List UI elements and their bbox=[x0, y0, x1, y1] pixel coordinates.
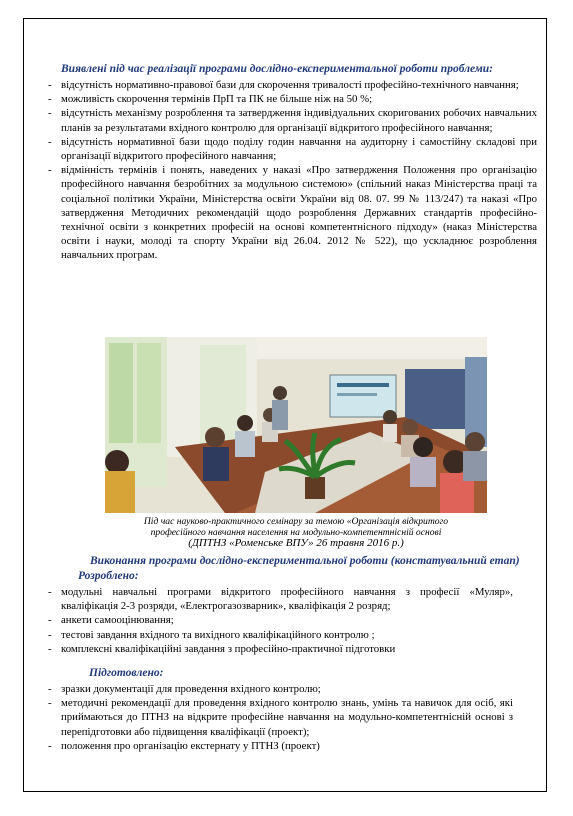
list-item: - можливість скорочення термінів ПрП та ПК не більше ніж на 50 %; bbox=[61, 92, 537, 106]
list-item: - анкети самооцінювання; bbox=[61, 613, 513, 627]
photo-caption-line2: професійного навчання населення на модульно-компетентнісній основі bbox=[150, 527, 442, 538]
execution-heading: Виконання програми дослідно-експериментальної роботи (констатувальний етап) bbox=[90, 555, 520, 567]
seminar-photo-illustration bbox=[105, 337, 487, 513]
list-item: - модульні навчальні програми відкритого професійного навчання з професії «Муляр», кваліфікація 2-3 розряди, «Електрогазозварник», кваліфікація 2 розряд; bbox=[61, 585, 513, 613]
problems-heading: Виявлені під час реалізації програми дослідно-експериментальної роботи проблеми: bbox=[61, 63, 493, 75]
list-item: - відсутність нормативно-правової бази для скорочення тривалості професійно-технічного навчання; bbox=[61, 78, 537, 92]
prepared-label: Підготовлено: bbox=[89, 667, 164, 679]
problems-list bbox=[61, 78, 537, 263]
list-item: - відсутність нормативної бази щодо поділу годин навчання на аудиторну і самостійну складові при організації відкритого професійного навчання; bbox=[61, 135, 537, 163]
photo-caption-place: (ДПТНЗ «Роменське ВПУ» 26 травня 2016 р.) bbox=[188, 537, 404, 549]
developed-label: Розроблено: bbox=[78, 570, 139, 582]
prepared-list bbox=[61, 682, 513, 753]
seminar-photo bbox=[105, 337, 487, 513]
list-item: - зразки документації для проведення вхідного контролю; bbox=[61, 682, 513, 696]
photo-caption-line1: Під час науково-практичного семінару за темою «Організація відкритого bbox=[143, 516, 449, 527]
list-item: - положення про організацію екстернату у ПТНЗ (проект) bbox=[61, 739, 513, 753]
developed-list bbox=[61, 585, 513, 656]
list-item: - відсутність механізму розроблення та затвердження індивідуальних скоригованих робочих навчальних планів за результатами вхідного контролю для організації відкритого професійного навчання; bbox=[61, 106, 537, 134]
list-item: - тестові завдання вхідного та вихідного кваліфікаційного контролю ; bbox=[61, 628, 513, 642]
list-item: - методичні рекомендації для проведення вхідного контролю знань, умінь та навичок для осіб, які приймаються до ПТНЗ на відкрите професійне навчання на модульно-компетентнісній основі з перепідготовки або підвищення кваліфікації (проект); bbox=[61, 696, 513, 739]
list-item: - комплексні кваліфікаційні завдання з професійно-практичної підготовки bbox=[61, 642, 513, 656]
list-item: - відмінність термінів і понять, наведених у наказі «Про затвердження Положення про організацію професійного навчання безробітних за модульною системою» (спільний наказ Міністерства праці та соціальної політики України, Міністерства освіти України від 08. 07. 99 № 113/247) та наказі «Про затвердження Методичних рекомендацій щодо розроблення Державних стандартів професійно-технічної освіти з конкретних професій на основі компетентнісного підходу» (наказ Міністерства освіти і науки, молоді та спорту України від 26.04. 2012 № 522), що ускладнює розроблення навчальних програм. bbox=[61, 163, 537, 262]
